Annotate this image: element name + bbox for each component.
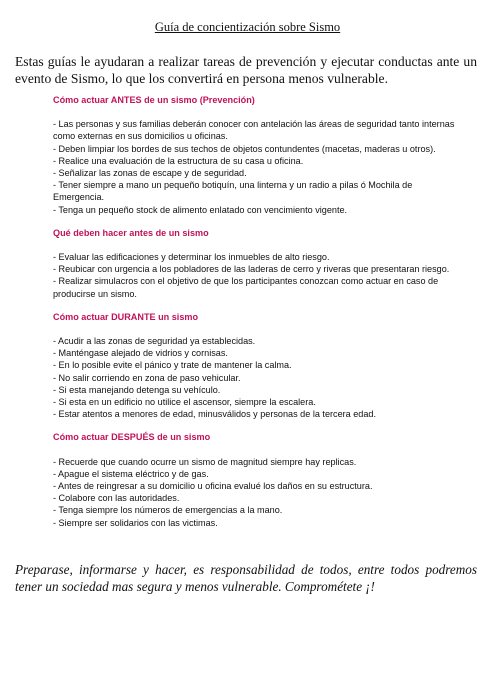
section-list (53, 251, 459, 300)
list-item: - Si esta en un edificio no utilice el ascensor, siempre la escalera. (53, 397, 316, 408)
section-heading: Cómo actuar DURANTE un sismo (53, 311, 199, 322)
list-item: - Tenga un pequeño stock de alimento enlatado con vencimiento vigente. (53, 204, 348, 215)
list-item: - Realice una evaluación de la estructura de su casa u oficina. (53, 155, 304, 166)
section-heading: Cómo actuar ANTES de un sismo (Prevención) (53, 95, 255, 105)
section-list (53, 335, 459, 420)
section-durante (53, 311, 459, 421)
list-item: - Apague el sistema eléctrico y de gas. (53, 468, 209, 479)
closing-paragraph: Preparase, informarse y hacer, es responsabilidad de todos, entre todos podremos tener un sociedad mas segura y menos vulnerable. Comprométete ¡! (15, 562, 477, 594)
intro-paragraph: Estas guías le ayudaran a realizar tareas de prevención y ejecutar conductas ante un evento de Sismo, lo que los convertirá en persona menos vulnerable. (15, 54, 477, 86)
section-antes (53, 94, 459, 216)
section-despues (53, 431, 459, 528)
list-item: - Antes de reingresar a su domicilio u oficina evalué los daños en su estructura. (53, 481, 373, 492)
list-item: - Acudir a las zonas de seguridad ya establecidas. (53, 336, 256, 347)
section-list (53, 456, 459, 529)
list-item: - Realizar simulacros con el objetivo de que los participantes conozcan como actuar en caso de producirse un sismo. (53, 276, 439, 299)
list-item: - Siempre ser solidarios con las victimas. (53, 517, 218, 528)
section-que-hacer (53, 227, 459, 300)
list-item: - En lo posible evite el pánico y trate de mantener la calma. (53, 360, 292, 371)
section-list (53, 118, 459, 216)
list-item: - Evaluar las edificaciones y determinar los inmuebles de alto riesgo. (53, 252, 330, 263)
list-item: - Tenga siempre los números de emergencias a la mano. (53, 505, 283, 516)
document-title: Guía de concientización sobre Sismo (154, 20, 341, 34)
section-heading: Cómo actuar DESPUÉS de un sismo (53, 432, 211, 443)
list-item: - Estar atentos a menores de edad, minusválidos y personas de la tercera edad. (53, 409, 377, 420)
list-item: - Colabore con las autoridades. (53, 493, 180, 504)
list-item: - Si esta manejando detenga su vehículo. (53, 384, 221, 395)
list-item: - No salir corriendo en zona de paso vehicular. (53, 372, 241, 383)
list-item: - Deben limpiar los bordes de sus techos de objetos contundentes (macetas, maderas u otros). (53, 143, 436, 154)
section-heading: Qué deben hacer antes de un sismo (53, 227, 209, 238)
list-item: - Las personas y sus familias deberán conocer con antelación las áreas de seguridad tanto internas como externas en sus domicilios u oficinas. (53, 119, 455, 142)
list-item: - Recuerde que cuando ocurre un sismo de magnitud siempre hay replicas. (53, 456, 357, 467)
list-item: - Manténgase alejado de vidrios y cornisas. (53, 348, 228, 359)
list-item: - Reubicar con urgencia a los pobladores de las laderas de cerro y riveras que presentaran riesgo. (53, 264, 450, 275)
list-item: - Tener siempre a mano un pequeño botiquín, una linterna y un radio a pilas ó Mochila de Emergencia. (53, 180, 413, 203)
list-item: - Señalizar las zonas de escape y de seguridad. (53, 168, 247, 179)
sections-container (53, 94, 459, 540)
